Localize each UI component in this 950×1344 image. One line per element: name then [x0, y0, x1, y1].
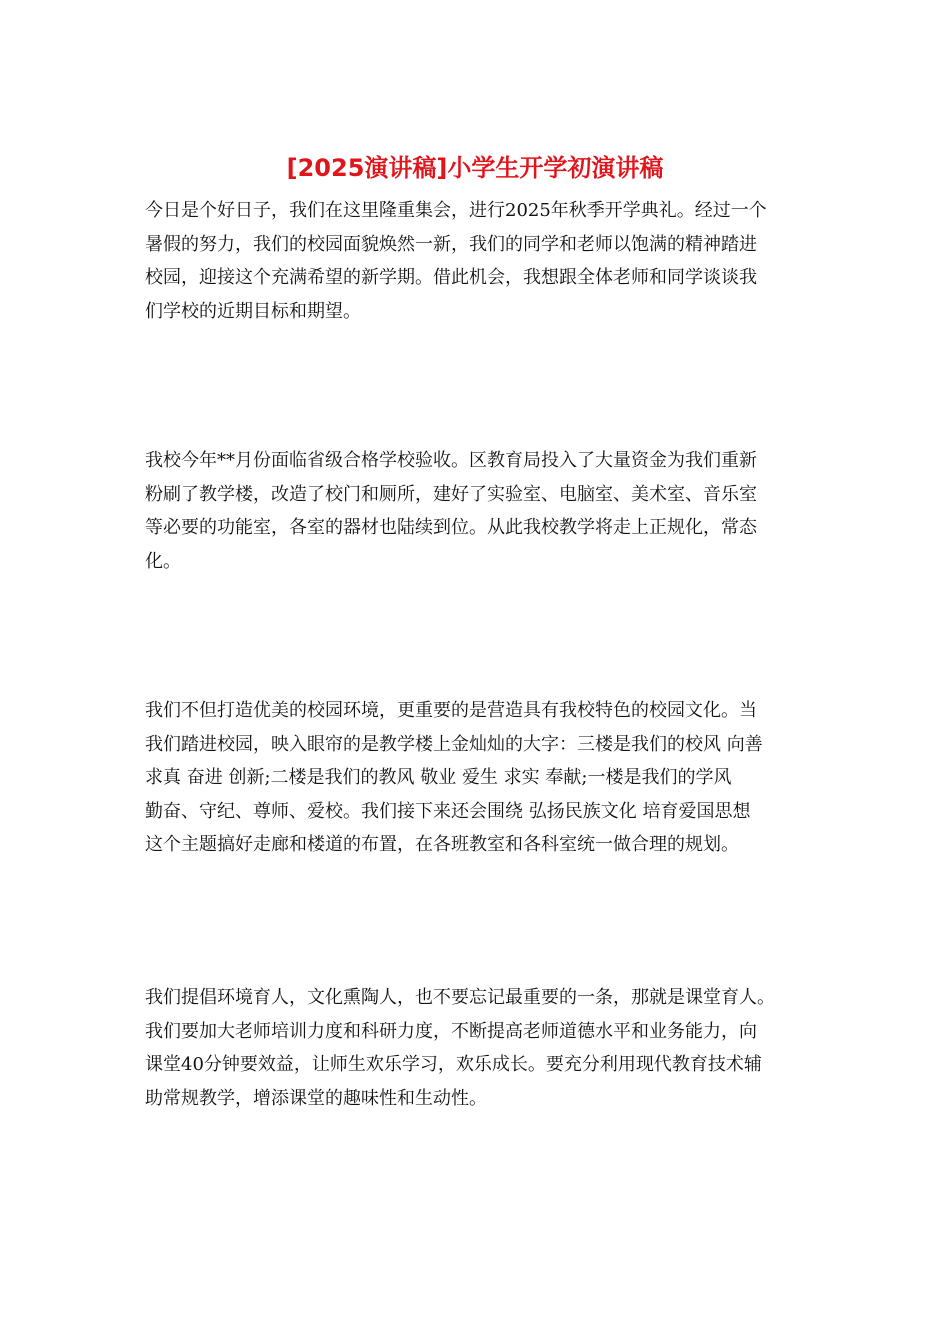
paragraph-line: 助常规教学，增添课堂的趣味性和生动性。: [145, 1087, 487, 1109]
paragraph-line: 我校今年**月份面临省级合格学校验收。区教育局投入了大量资金为我们重新: [145, 450, 757, 471]
paragraph-line: 暑假的努力，我们的校园面貌焕然一新，我们的同学和老师以饱满的精神踏进: [145, 233, 757, 255]
paragraph-line: 我们踏进校园，映入眼帘的是教学楼上金灿灿的大字：三楼是我们的校风 向善: [145, 733, 763, 755]
paragraph-line: 我们不但打造优美的校园环境，更重要的是营造具有我校特色的校园文化。当: [145, 700, 757, 721]
paragraph-line: 勤奋、守纪、尊师、爱校。我们接下来还会围绕 弘扬民族文化 培育爱国思想: [145, 800, 751, 822]
paragraph-line: 求真 奋进 创新;二楼是我们的教风 敬业 爱生 求实 奉献;一楼是我们的学风: [145, 767, 732, 788]
paragraph-line: 校园，迎接这个充满希望的新学期。借此机会，我想跟全体老师和同学谈谈我: [145, 267, 757, 288]
paragraph-line: 我们提倡环境育人，文化熏陶人，也不要忘记最重要的一条，那就是课堂育人。: [145, 987, 775, 1008]
document-title: [2025演讲稿]小学生开学初演讲稿: [286, 154, 664, 182]
paragraph-line: 这个主题搞好走廊和楼道的布置，在各班教室和各科室统一做合理的规划。: [145, 834, 739, 855]
paragraph-line: 今日是个好日子，我们在这里隆重集会，进行2025年秋季开学典礼。经过一个: [145, 200, 767, 221]
paragraph-line: 课堂40分钟要效益，让师生欢乐学习，欢乐成长。要充分利用现代教育技术辅: [145, 1054, 762, 1075]
paragraph-line: 化。: [145, 550, 181, 572]
paragraph-1: [145, 194, 825, 328]
paragraph-4: [145, 981, 825, 1115]
paragraph-line: 们学校的近期目标和期望。: [145, 300, 361, 322]
paragraph-3: [145, 694, 825, 862]
paragraph-line: 粉刷了教学楼，改造了校门和厕所，建好了实验室、电脑室、美术室、音乐室: [145, 483, 757, 505]
paragraph-line: 等必要的功能室，各室的器材也陆续到位。从此我校教学将走上正规化，常态: [145, 517, 757, 538]
paragraph-2: [145, 444, 825, 578]
paragraph-line: 我们要加大老师培训力度和科研力度，不断提高老师道德水平和业务能力，向: [145, 1020, 757, 1042]
